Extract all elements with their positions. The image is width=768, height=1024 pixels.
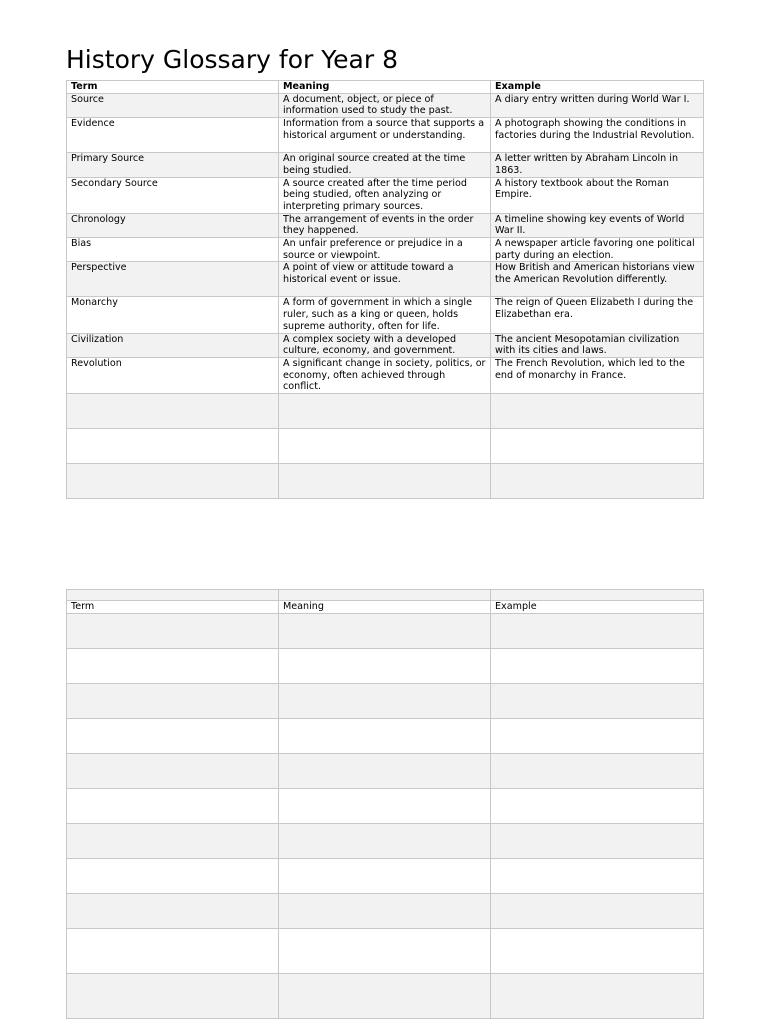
empty-table-row	[67, 788, 704, 823]
example-cell: The reign of Queen Elizabeth I during the Elizabethan era.	[491, 297, 704, 333]
table-row	[67, 177, 704, 213]
column-header-term: Term	[67, 81, 279, 94]
empty-table-row	[67, 823, 704, 858]
empty-cell	[279, 683, 491, 718]
term-cell: Secondary Source	[67, 177, 279, 213]
column-header-meaning: Meaning	[279, 81, 491, 94]
empty-table-row	[67, 718, 704, 753]
term-cell: Bias	[67, 238, 279, 262]
empty-cell	[491, 590, 704, 601]
empty-cell	[67, 893, 279, 928]
empty-cell	[67, 753, 279, 788]
empty-cell	[491, 788, 704, 823]
empty-cell	[279, 613, 491, 648]
example-cell: How British and American historians view the American Revolution differently.	[491, 262, 704, 297]
empty-table-row	[67, 648, 704, 683]
table-row	[67, 238, 704, 262]
meaning-cell: An original source created at the time being studied.	[279, 153, 491, 177]
empty-cell	[279, 973, 491, 1018]
meaning-cell: A point of view or attitude toward a historical event or issue.	[279, 262, 491, 297]
empty-cell	[67, 394, 279, 429]
term-cell: Civilization	[67, 333, 279, 357]
empty-cell	[491, 858, 704, 893]
empty-cell	[67, 718, 279, 753]
empty-cell	[491, 648, 704, 683]
table-row	[67, 357, 704, 393]
empty-cell	[67, 613, 279, 648]
meaning-cell: The arrangement of events in the order they happened.	[279, 213, 491, 237]
example-cell: A letter written by Abraham Lincoln in 1863.	[491, 153, 704, 177]
empty-cell	[67, 590, 279, 601]
empty-cell	[491, 394, 704, 429]
empty-table-row	[67, 683, 704, 718]
column-header-term: Term	[67, 601, 279, 614]
table-header-row	[67, 601, 704, 614]
table-row	[67, 153, 704, 177]
glossary-table	[66, 80, 704, 499]
meaning-cell: A significant change in society, politics, or economy, often achieved through conflict.	[279, 357, 491, 393]
meaning-cell: A source created after the time period being studied, often analyzing or interpreting primary sources.	[279, 177, 491, 213]
term-cell: Revolution	[67, 357, 279, 393]
empty-cell	[491, 464, 704, 499]
table-row	[67, 213, 704, 237]
empty-table-row	[67, 429, 704, 464]
empty-table-row	[67, 590, 704, 601]
empty-cell	[491, 683, 704, 718]
empty-cell	[279, 648, 491, 683]
page-title: History Glossary for Year 8	[66, 45, 398, 74]
example-cell: A diary entry written during World War I.	[491, 93, 704, 117]
table-row	[67, 297, 704, 333]
empty-table-row	[67, 893, 704, 928]
empty-cell	[279, 788, 491, 823]
empty-cell	[491, 928, 704, 973]
column-header-example: Example	[491, 601, 704, 614]
table-header-row	[67, 81, 704, 94]
example-cell: The ancient Mesopotamian civilization with its cities and laws.	[491, 333, 704, 357]
meaning-cell: An unfair preference or prejudice in a source or viewpoint.	[279, 238, 491, 262]
empty-table-row	[67, 613, 704, 648]
empty-cell	[491, 973, 704, 1018]
meaning-cell: A document, object, or piece of information used to study the past.	[279, 93, 491, 117]
table-row	[67, 333, 704, 357]
empty-cell	[279, 429, 491, 464]
empty-cell	[67, 429, 279, 464]
meaning-cell: A form of government in which a single ruler, such as a king or queen, holds supreme authority, often for life.	[279, 297, 491, 333]
blank-glossary-table	[66, 589, 704, 1019]
empty-cell	[279, 753, 491, 788]
empty-cell	[67, 973, 279, 1018]
empty-cell	[67, 464, 279, 499]
empty-cell	[279, 464, 491, 499]
empty-cell	[279, 590, 491, 601]
empty-cell	[491, 823, 704, 858]
empty-cell	[279, 893, 491, 928]
empty-cell	[67, 858, 279, 893]
term-cell: Monarchy	[67, 297, 279, 333]
empty-cell	[491, 718, 704, 753]
empty-table-row	[67, 394, 704, 429]
empty-table-row	[67, 928, 704, 973]
empty-cell	[279, 823, 491, 858]
example-cell: A newspaper article favoring one political party during an election.	[491, 238, 704, 262]
empty-table-row	[67, 858, 704, 893]
empty-cell	[279, 928, 491, 973]
empty-cell	[491, 429, 704, 464]
empty-table-row	[67, 973, 704, 1018]
empty-cell	[67, 788, 279, 823]
term-cell: Perspective	[67, 262, 279, 297]
example-cell: A history textbook about the Roman Empire.	[491, 177, 704, 213]
empty-cell	[279, 718, 491, 753]
term-cell: Chronology	[67, 213, 279, 237]
example-cell: A photograph showing the conditions in factories during the Industrial Revolution.	[491, 118, 704, 153]
meaning-cell: Information from a source that supports a historical argument or understanding.	[279, 118, 491, 153]
empty-table-row	[67, 753, 704, 788]
empty-table-row	[67, 464, 704, 499]
empty-cell	[279, 858, 491, 893]
column-header-meaning: Meaning	[279, 601, 491, 614]
empty-cell	[67, 648, 279, 683]
empty-cell	[491, 893, 704, 928]
empty-cell	[279, 394, 491, 429]
empty-cell	[67, 823, 279, 858]
table-row	[67, 93, 704, 117]
empty-cell	[491, 613, 704, 648]
column-header-example: Example	[491, 81, 704, 94]
meaning-cell: A complex society with a developed culture, economy, and government.	[279, 333, 491, 357]
empty-cell	[67, 683, 279, 718]
empty-cell	[67, 928, 279, 973]
example-cell: The French Revolution, which led to the end of monarchy in France.	[491, 357, 704, 393]
example-cell: A timeline showing key events of World War II.	[491, 213, 704, 237]
term-cell: Source	[67, 93, 279, 117]
table-row	[67, 118, 704, 153]
empty-cell	[491, 753, 704, 788]
table-row	[67, 262, 704, 297]
term-cell: Evidence	[67, 118, 279, 153]
term-cell: Primary Source	[67, 153, 279, 177]
